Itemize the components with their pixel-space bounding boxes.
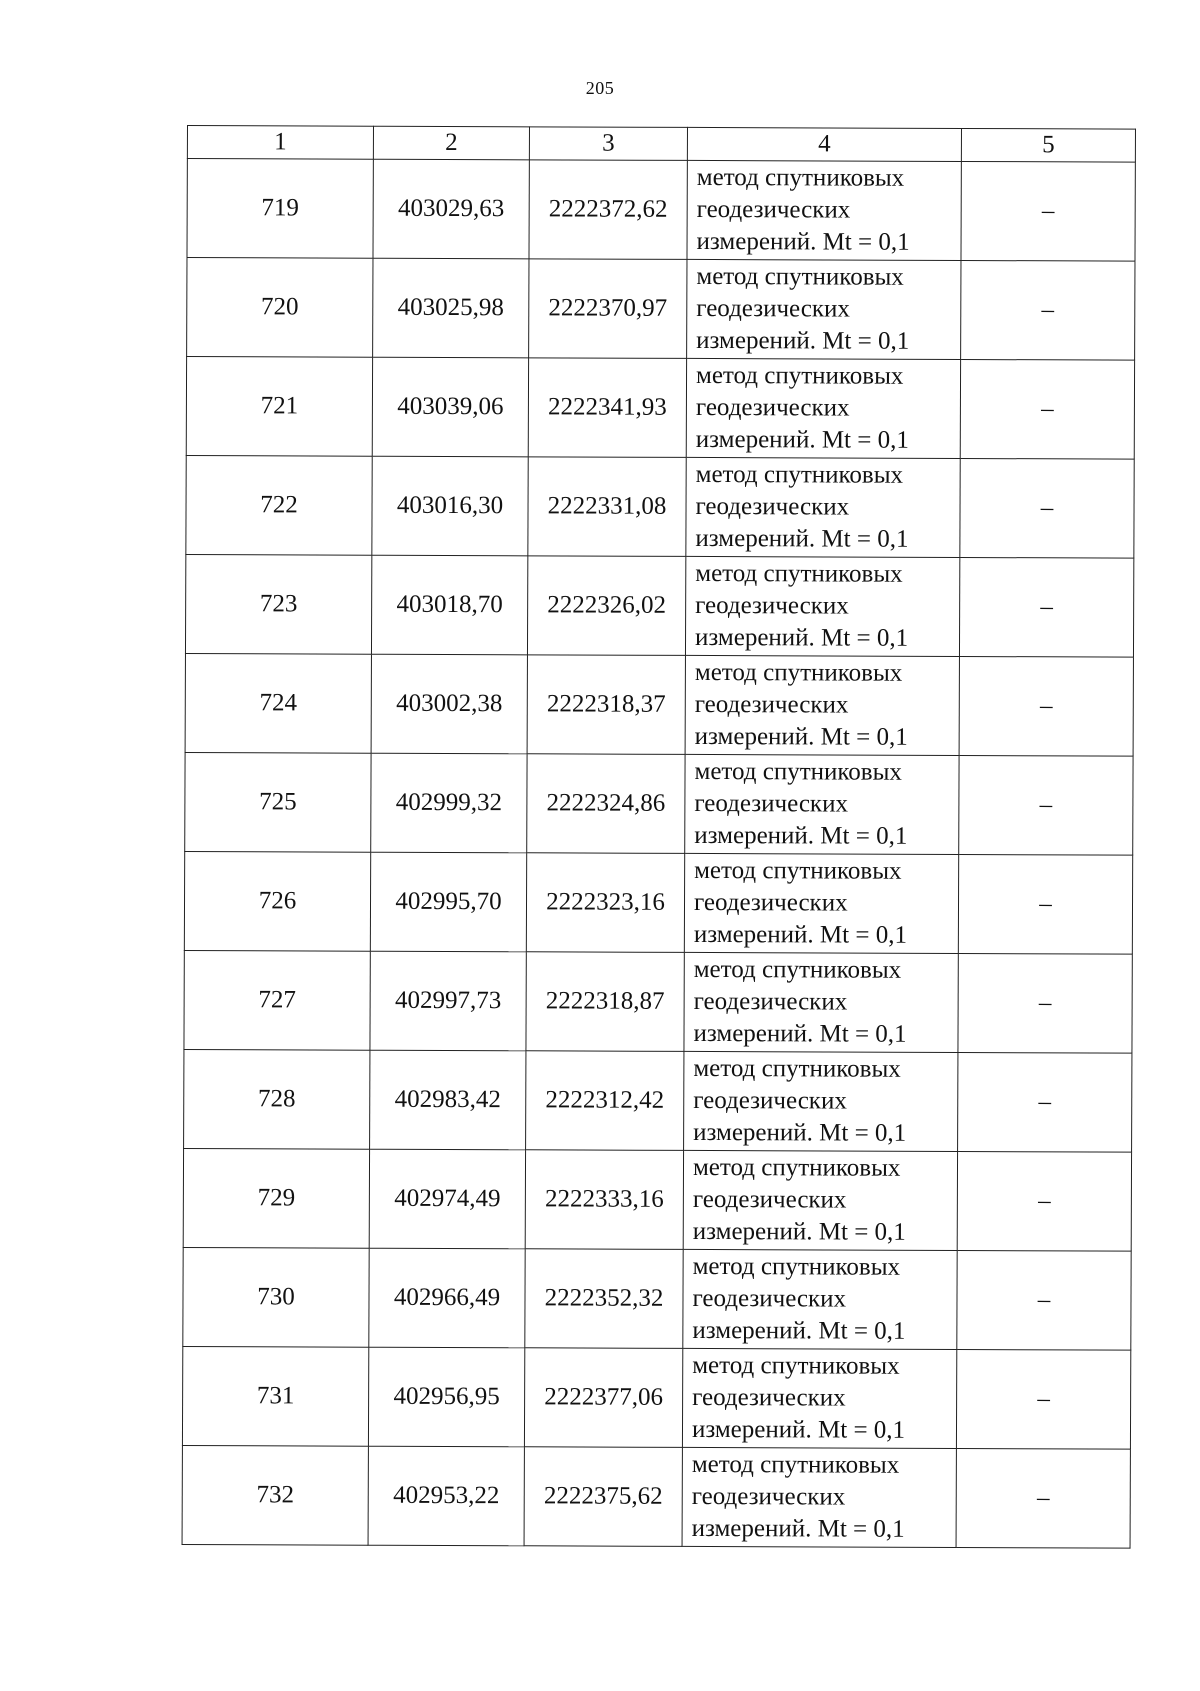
coordinates-table	[182, 125, 1136, 1549]
table-body	[182, 159, 1135, 1549]
method-text-line: метод спутниковых	[696, 262, 904, 291]
method-text-line: измерений. Mt = 0,1	[693, 1118, 907, 1147]
note-cell: –	[957, 1151, 1131, 1251]
point-number-cell: 722	[186, 455, 372, 555]
method-text-line: измерений. Mt = 0,1	[695, 524, 909, 553]
coordinate-x-cell: 403025,98	[373, 258, 529, 358]
table-row	[184, 851, 1132, 954]
method-text-line: метод спутниковых	[694, 757, 902, 786]
table-row	[186, 455, 1134, 558]
method-cell	[683, 1249, 957, 1349]
coordinate-y-cell: 2222312,42	[526, 1051, 684, 1151]
table-row	[182, 1346, 1130, 1449]
method-cell	[687, 259, 961, 359]
method-text-line: измерений. Mt = 0,1	[696, 227, 910, 256]
point-number-cell: 726	[184, 851, 370, 951]
coordinate-y-cell: 2222341,93	[528, 358, 686, 458]
method-cell	[684, 952, 958, 1052]
point-number-cell: 731	[182, 1346, 368, 1446]
method-text-line: метод спутниковых	[693, 955, 902, 984]
method-text-line: геодезических	[691, 1482, 846, 1511]
method-text-line: геодезических	[693, 987, 848, 1016]
coordinate-x-cell: 403039,06	[372, 357, 528, 457]
point-number-cell: 729	[183, 1148, 369, 1248]
method-text-line: метод спутниковых	[695, 361, 904, 390]
coordinate-y-cell: 2222326,02	[527, 556, 685, 656]
point-number-cell: 719	[187, 159, 373, 259]
method-text-line: измерений. Mt = 0,1	[696, 326, 910, 355]
method-text-line: геодезических	[692, 1185, 847, 1214]
method-text-line: измерений. Mt = 0,1	[693, 920, 908, 949]
coordinate-y-cell: 2222333,16	[525, 1150, 683, 1250]
note-cell: –	[960, 359, 1134, 459]
table-row	[182, 1445, 1130, 1548]
method-text-line: геодезических	[694, 690, 849, 719]
note-cell: –	[961, 161, 1135, 261]
coordinate-x-cell: 402999,32	[371, 753, 527, 853]
method-cell	[685, 754, 959, 854]
method-cell	[685, 655, 959, 755]
method-cell	[686, 358, 960, 458]
method-cell	[682, 1447, 956, 1547]
note-cell: –	[961, 260, 1135, 360]
method-text-line: геодезических	[694, 789, 849, 818]
method-text-line: измерений. Mt = 0,1	[694, 722, 908, 751]
method-text-line: геодезических	[696, 195, 851, 224]
point-number-cell: 721	[186, 357, 372, 457]
method-text-line: геодезических	[696, 294, 850, 323]
method-text-line: метод спутниковых	[694, 658, 903, 687]
method-cell	[687, 160, 961, 260]
coordinate-x-cell: 403018,70	[371, 555, 527, 655]
coordinate-x-cell: 402983,42	[370, 1050, 526, 1150]
header-col-3: 3	[529, 127, 687, 161]
page-number: 205	[585, 78, 615, 98]
point-number-cell: 725	[185, 752, 371, 852]
method-text-line: измерений. Mt = 0,1	[691, 1514, 905, 1543]
header-col-5: 5	[961, 128, 1135, 162]
method-cell	[683, 1150, 957, 1250]
method-text-line: измерений. Mt = 0,1	[691, 1415, 906, 1444]
coordinate-y-cell: 2222331,08	[528, 457, 686, 557]
method-text-line: метод спутниковых	[695, 559, 903, 588]
method-cell	[686, 457, 960, 557]
method-text-line: измерений. Mt = 0,1	[695, 425, 909, 454]
coordinate-y-cell: 2222375,62	[524, 1447, 682, 1547]
method-text-line: измерений. Mt = 0,1	[692, 1316, 906, 1345]
method-text-line: метод спутниковых	[693, 1054, 901, 1083]
header-col-2: 2	[373, 126, 529, 160]
coordinate-y-cell: 2222372,62	[529, 160, 687, 260]
coordinate-x-cell: 402956,95	[368, 1347, 524, 1447]
coordinate-x-cell: 402974,49	[369, 1149, 525, 1249]
coordinate-x-cell: 403016,30	[372, 456, 528, 556]
note-cell: –	[959, 557, 1133, 657]
method-text-line: метод спутниковых	[692, 1252, 901, 1281]
method-cell	[684, 853, 958, 953]
point-number-cell: 723	[185, 554, 371, 654]
coordinate-x-cell: 403002,38	[371, 654, 527, 754]
table-row	[186, 357, 1134, 460]
coordinate-x-cell: 402953,22	[368, 1446, 524, 1546]
point-number-cell: 728	[184, 1049, 370, 1149]
method-cell	[682, 1348, 956, 1448]
method-text-line: геодезических	[695, 393, 850, 422]
coordinate-y-cell: 2222352,32	[525, 1249, 683, 1349]
method-text-line: измерений. Mt = 0,1	[692, 1217, 906, 1246]
table-row	[185, 653, 1133, 756]
table-row	[184, 950, 1132, 1053]
coordinate-y-cell: 2222318,37	[527, 655, 685, 755]
method-text-line: измерений. Mt = 0,1	[694, 821, 908, 850]
point-number-cell: 730	[183, 1247, 369, 1347]
table-row	[187, 258, 1135, 361]
coordinate-x-cell: 402966,49	[369, 1248, 525, 1348]
note-cell: –	[956, 1448, 1130, 1548]
note-cell: –	[958, 854, 1132, 954]
coordinate-y-cell: 2222324,86	[527, 754, 685, 854]
method-text-line: геодезических	[693, 888, 848, 917]
method-text-line: метод спутниковых	[695, 460, 904, 489]
coordinate-x-cell: 402995,70	[370, 852, 526, 952]
note-cell: –	[960, 458, 1134, 558]
table-row	[185, 752, 1133, 855]
table-row	[187, 159, 1135, 262]
method-text-line: геодезических	[692, 1284, 847, 1313]
coordinate-x-cell: 402997,73	[370, 951, 526, 1051]
header-col-1: 1	[187, 126, 373, 160]
coordinate-x-cell: 403029,63	[373, 159, 529, 259]
method-cell	[684, 1051, 958, 1151]
point-number-cell: 720	[187, 258, 373, 358]
coordinate-y-cell: 2222377,06	[524, 1348, 682, 1448]
coordinate-y-cell: 2222370,97	[529, 259, 687, 359]
note-cell: –	[959, 656, 1133, 756]
point-number-cell: 732	[182, 1445, 368, 1545]
method-text-line: метод спутниковых	[696, 163, 905, 192]
coordinate-y-cell: 2222318,87	[526, 952, 684, 1052]
note-cell: –	[957, 1250, 1131, 1350]
table-row	[183, 1247, 1131, 1350]
method-text-line: измерений. Mt = 0,1	[694, 623, 909, 652]
method-text-line: метод спутниковых	[694, 856, 902, 885]
coordinate-y-cell: 2222323,16	[526, 853, 684, 953]
note-cell: –	[959, 755, 1133, 855]
note-cell: –	[958, 953, 1132, 1053]
method-text-line: метод спутниковых	[691, 1450, 900, 1479]
method-text-line: геодезических	[692, 1383, 846, 1412]
method-text-line: метод спутниковых	[692, 1351, 900, 1380]
method-text-line: измерений. Mt = 0,1	[693, 1019, 907, 1048]
header-row	[187, 126, 1135, 163]
method-text-line: метод спутниковых	[692, 1153, 901, 1182]
method-text-line: геодезических	[693, 1086, 847, 1115]
point-number-cell: 724	[185, 653, 371, 753]
method-text-line: геодезических	[695, 591, 849, 620]
table-row	[185, 554, 1133, 657]
table-row	[183, 1148, 1131, 1251]
header-col-4: 4	[687, 127, 961, 161]
point-number-cell: 727	[184, 950, 370, 1050]
note-cell: –	[958, 1052, 1132, 1152]
method-cell	[685, 556, 959, 656]
table-header	[187, 126, 1135, 163]
note-cell: –	[956, 1349, 1130, 1449]
table-row	[184, 1049, 1132, 1152]
method-text-line: геодезических	[695, 492, 850, 521]
